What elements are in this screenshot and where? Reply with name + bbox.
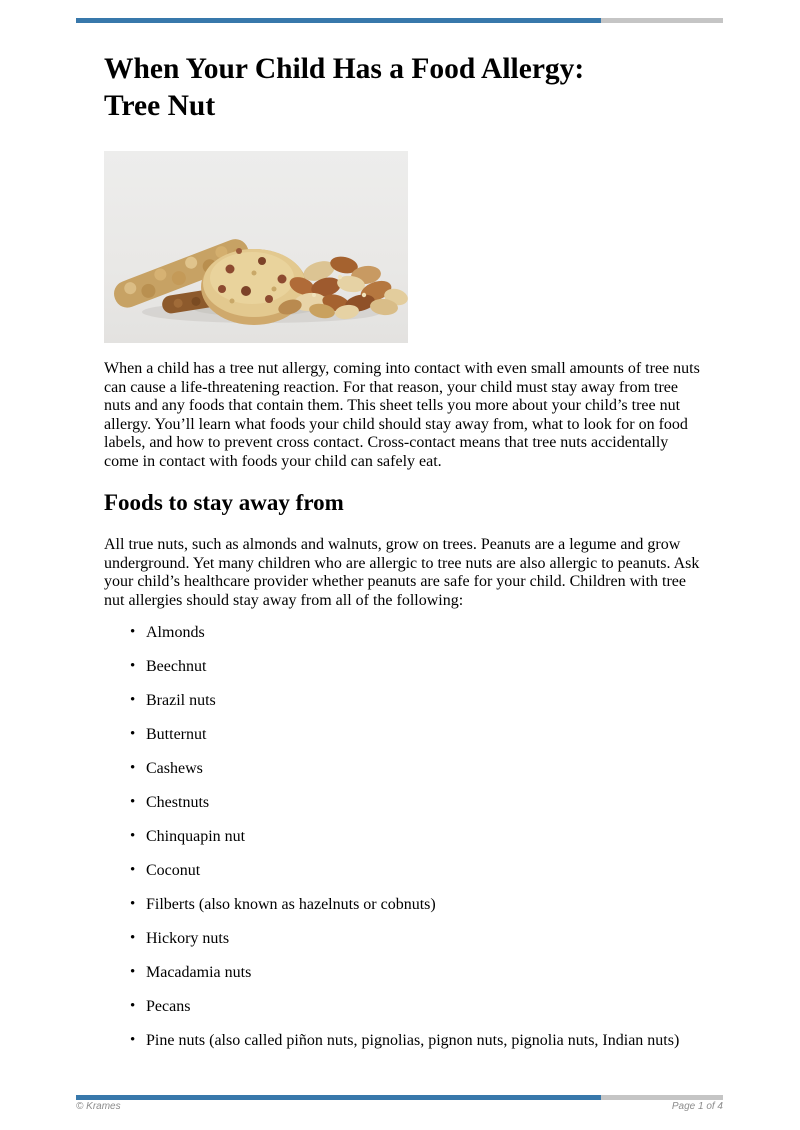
- bullet-icon: •: [130, 793, 136, 810]
- page-title: [104, 51, 584, 125]
- bullet-icon: •: [130, 759, 136, 776]
- list-item-label: Almonds: [146, 624, 205, 641]
- footer-copyright: © Krames: [76, 1101, 121, 1112]
- list-item-label: Pecans: [146, 997, 191, 1015]
- list-item-label: Butternut: [146, 725, 207, 743]
- footer-rule-gray: [601, 1095, 723, 1100]
- bullet-icon: •: [130, 1031, 136, 1048]
- section-heading: Foods to stay away from: [104, 490, 344, 515]
- list-item-label: Beechnut: [146, 657, 207, 675]
- header-rule: [76, 18, 723, 23]
- list-item-label: Chinquapin nut: [146, 827, 246, 845]
- bullet-icon: •: [130, 827, 136, 844]
- list-item-label: Cashews: [146, 759, 203, 777]
- list-item: [104, 964, 724, 983]
- bullet-icon: •: [130, 997, 136, 1014]
- list-item: [104, 862, 724, 881]
- bullet-icon: •: [130, 725, 136, 742]
- bullet-icon: •: [130, 657, 136, 674]
- intro-paragraph: When a child has a tree nut allergy, coming into contact with even small amounts of tree nuts can cause a life-threatening reaction. For that reason, your child must stay away from tree nuts and any foods that contain them. This sheet tells you more about your child’s tree nut allergy. You’ll learn what foods your child should stay away from, what to look for on food labels, and how to prevent cross contact. Cross-contact means that tree nuts accidentally come in contact with foods your child can safely eat.: [104, 360, 700, 470]
- bullet-icon: •: [130, 963, 136, 980]
- list-item: [104, 998, 724, 1017]
- list-item: [104, 1032, 724, 1051]
- list-item: [104, 726, 724, 745]
- tree-nuts-photo: [104, 151, 408, 343]
- list-item-label: Chestnuts: [146, 793, 210, 811]
- footer-rule-accent: [76, 1095, 601, 1100]
- header-rule-gray: [601, 18, 723, 23]
- bullet-icon: •: [130, 895, 136, 912]
- list-item-label: Filberts (also known as hazelnuts or cobnuts): [146, 895, 436, 913]
- footer-page-indicator: Page 1 of 4: [671, 1101, 723, 1112]
- list-item: [104, 760, 724, 779]
- list-item: [104, 896, 724, 915]
- bullet-icon: •: [130, 691, 136, 708]
- list-item-label: Coconut: [146, 861, 201, 879]
- list-item: [104, 658, 724, 677]
- list-item: [104, 930, 724, 949]
- bullet-icon: •: [130, 929, 136, 946]
- list-item-label: Brazil nuts: [146, 691, 216, 709]
- footer-rule: [76, 1095, 723, 1100]
- list-item: [104, 828, 724, 847]
- list-item-label: Hickory nuts: [146, 929, 230, 947]
- page-title-line2: Tree Nut: [104, 90, 216, 122]
- list-item: [104, 794, 724, 813]
- list-item-label: Macadamia nuts: [146, 963, 252, 981]
- bullet-icon: •: [130, 624, 136, 640]
- header-rule-accent: [76, 18, 601, 23]
- bullet-icon: •: [130, 861, 136, 878]
- section-paragraph: All true nuts, such as almonds and walnuts, grow on trees. Peanuts are a legume and grow underground. Yet many children who are allergic to tree nuts are also allergic to peanuts. Ask your child’s healthcare provider whether peanuts are safe for your child. Children with tree nut allergies should stay away from all of the following:: [104, 536, 700, 609]
- footer: [76, 1101, 723, 1113]
- page-title-line1: When Your Child Has a Food Allergy:: [104, 53, 585, 85]
- list-item-label: Pine nuts (also called piñon nuts, pignolias, pignon nuts, pignolia nuts, Indian nuts): [146, 1031, 680, 1049]
- tree-nuts-photo-art: [104, 151, 408, 343]
- nut-list: [104, 624, 724, 1066]
- list-item: [104, 692, 724, 711]
- list-item: [104, 624, 724, 643]
